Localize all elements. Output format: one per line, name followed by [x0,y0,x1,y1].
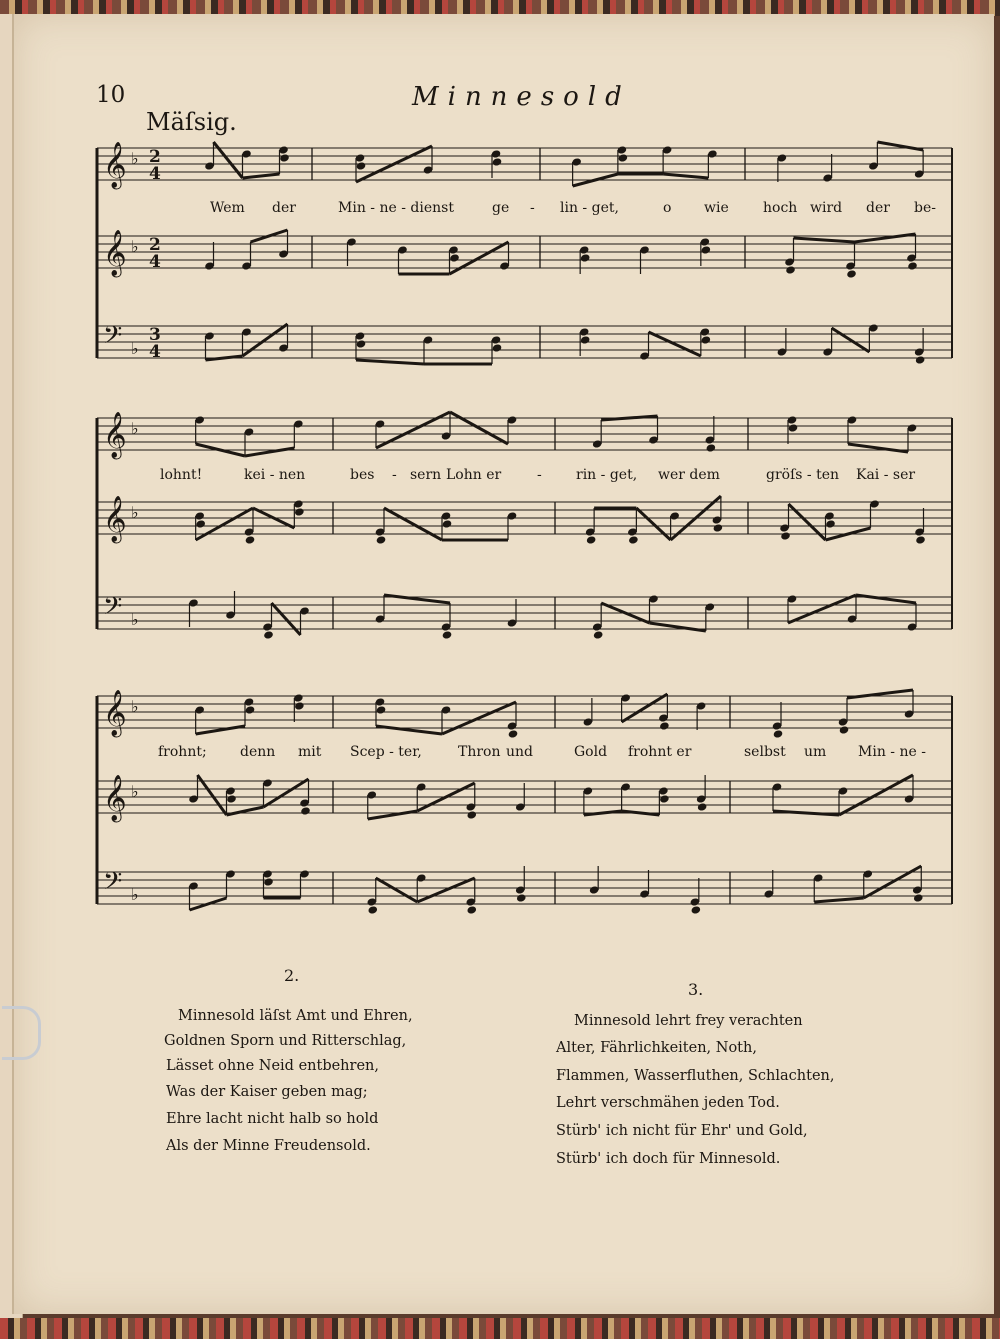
note-head [586,535,597,544]
note-head [376,535,387,544]
note-beam [814,898,864,902]
time-signature-numerator: 2 [149,147,161,167]
note-head [492,157,503,166]
note-beam [376,412,450,448]
verse-line: Ehre lacht nicht halb so hold [166,1111,379,1127]
note-head [691,905,702,914]
note-beam [650,623,706,631]
lyric-syllable: Lohn er [446,467,502,483]
verse-line: Lässet ohne Neid entbehren, [166,1058,379,1074]
lyric-syllable: kei - nen [244,467,306,483]
note-head [263,877,274,886]
lyric-syllable: frohnt er [628,744,692,760]
page-number: 10 [96,82,126,108]
time-signature-denominator: 4 [149,164,161,184]
note-head [300,806,311,815]
note-head [376,705,387,714]
note-beam [773,811,839,815]
verse-line: Stürb' ich nicht für Ehr' und Gold, [556,1123,808,1139]
verse-line: Flammen, Wasserfluthen, Schlachten, [556,1068,835,1084]
note-head [839,725,850,734]
lyric-syllable: Min - ne - dienst [338,200,454,216]
note-head [593,630,604,639]
note-head [294,701,305,710]
note-beam [417,878,475,902]
note-head [580,335,591,344]
note-beam [788,595,856,623]
note-beam [243,174,280,178]
flat-icon: ♭ [131,885,139,904]
note-head [773,729,784,738]
note-head [356,161,367,170]
note-head [618,153,629,162]
note-head [907,261,918,270]
time-signature-denominator: 4 [149,342,161,362]
lyric-syllable: o [663,200,672,216]
note-head [245,535,256,544]
note-head [701,335,712,344]
lyric-syllable: be- [914,200,936,216]
note-beam [832,328,870,352]
note-head [492,343,503,352]
lyric-syllable: - [530,200,535,216]
note-head [915,535,926,544]
note-beam [243,324,288,356]
bass-clef-icon: 𝄢 [103,321,123,356]
flat-icon: ♭ [131,610,139,629]
treble-clef-icon: 𝄞 [103,412,127,458]
lyric-syllable: um [804,744,827,760]
note-head [356,339,367,348]
lyric-syllable: wer dem [658,467,720,483]
note-beam [384,508,442,540]
lyric-syllable: Wem [210,200,245,216]
note-beam [622,811,660,815]
flat-icon: ♭ [131,149,139,168]
lyric-syllable: selbst [744,744,786,760]
lyric-syllable: lohnt! [160,467,203,483]
note-head [442,630,453,639]
tempo-marking: Mäſsig. [146,108,237,136]
note-beam [376,726,442,734]
note-head [701,245,712,254]
lyric-syllable: Gold [574,744,608,760]
flat-icon: ♭ [131,339,139,358]
note-head [713,523,724,532]
note-head [915,355,926,364]
note-head [516,893,527,902]
note-beam [855,234,916,242]
flat-icon: ♭ [131,503,139,522]
verse-line: Stürb' ich doch für Minnesold. [556,1151,781,1167]
note-beam [848,444,908,452]
note-beam [636,508,670,540]
note-beam [214,142,243,178]
lyric-syllable: denn [240,744,276,760]
treble-clef-icon: 𝄞 [103,230,127,276]
verse-line: Als der Minne Freudensold. [166,1138,371,1154]
note-head [226,794,237,803]
note-head [449,253,460,262]
note-head [628,535,639,544]
lyric-syllable: wie [704,200,729,216]
flat-icon: ♭ [131,237,139,256]
note-beam [272,603,301,635]
treble-clef-icon: 𝄞 [103,142,127,188]
note-head [442,519,453,528]
lyric-syllable: Kai - ser [856,467,916,483]
lyric-syllable: Min - ne - [858,744,926,760]
note-beam [196,726,245,734]
treble-clef-icon: 𝄞 [103,690,127,736]
note-head [294,507,305,516]
note-beam [584,811,622,815]
note-beam [877,142,923,150]
note-beam [450,412,508,444]
note-beam [442,702,516,734]
note-beam [356,360,424,364]
flat-icon: ♭ [131,782,139,801]
time-signature-denominator: 4 [149,252,161,272]
treble-clef-icon: 𝄞 [103,775,127,821]
lyric-syllable: bes [350,467,375,483]
note-head [580,253,591,262]
lyric-syllable: hoch [763,200,798,216]
lyric-syllable: lin - get, [560,200,619,216]
note-head [659,721,670,730]
time-signature-numerator: 3 [149,325,161,345]
note-beam [789,504,826,540]
lyric-syllable: - [392,467,397,483]
note-head [697,802,708,811]
note-beam [206,356,243,360]
verse-line: Minnesold läſst Amt und Ehren, [178,1008,413,1024]
bass-clef-icon: 𝄢 [103,867,123,902]
note-beam [245,448,294,456]
note-beam [384,595,450,603]
verse-line: Was der Kaiser geben mag; [166,1084,368,1100]
note-beam [649,332,701,356]
note-head [263,630,274,639]
verse-number: 2. [284,966,300,985]
flat-icon: ♭ [131,697,139,716]
lyric-syllable: der [272,200,296,216]
verse-line: Goldnen Sporn und Ritterschlag, [164,1033,407,1049]
page-title: Minnesold [412,82,631,112]
note-head [659,794,670,803]
verse-number: 3. [688,980,704,999]
lyric-syllable: Scep - ter, [350,744,422,760]
lyric-syllable: der [866,200,890,216]
note-beam [794,238,855,242]
lyric-syllable: mit [298,744,322,760]
verse-line: Minnesold lehrt frey verachten [574,1013,803,1029]
time-signature-numerator: 2 [149,235,161,255]
note-head [785,265,796,274]
note-beam [227,807,264,815]
note-head [846,269,857,278]
note-head [788,423,799,432]
lyric-syllable: Thron [458,744,501,760]
note-head [195,519,206,528]
note-head [508,729,519,738]
note-head [279,153,290,162]
lyric-syllable: wird [810,200,843,216]
note-head [780,531,791,540]
note-head [367,905,378,914]
lyric-syllable: und [506,744,533,760]
verse-line: Alter, Fährlichkeiten, Noth, [556,1040,757,1056]
lyric-syllable: sern [410,467,442,483]
note-head [245,705,256,714]
bass-clef-icon: 𝄢 [103,592,123,627]
verse-line: Lehrt verschmähen jeden Tod. [556,1095,780,1111]
flat-icon: ♭ [131,419,139,438]
note-beam [601,416,657,420]
lyric-syllable: frohnt; [158,744,207,760]
note-beam [856,595,916,603]
note-head [466,905,477,914]
note-head [466,810,477,819]
note-beam [663,174,708,178]
note-head [913,893,924,902]
lyric-syllable: ge [492,200,510,216]
lyric-syllable: rin - get, [576,467,638,483]
lyric-syllable: gröſs - ten [766,467,840,483]
note-beam [847,690,913,698]
note-head [825,519,836,528]
note-head [706,443,717,452]
lyric-syllable: - [537,467,542,483]
treble-clef-icon: 𝄞 [103,496,127,542]
note-beam [864,866,922,898]
note-beam [376,878,418,902]
note-beam [368,811,418,819]
